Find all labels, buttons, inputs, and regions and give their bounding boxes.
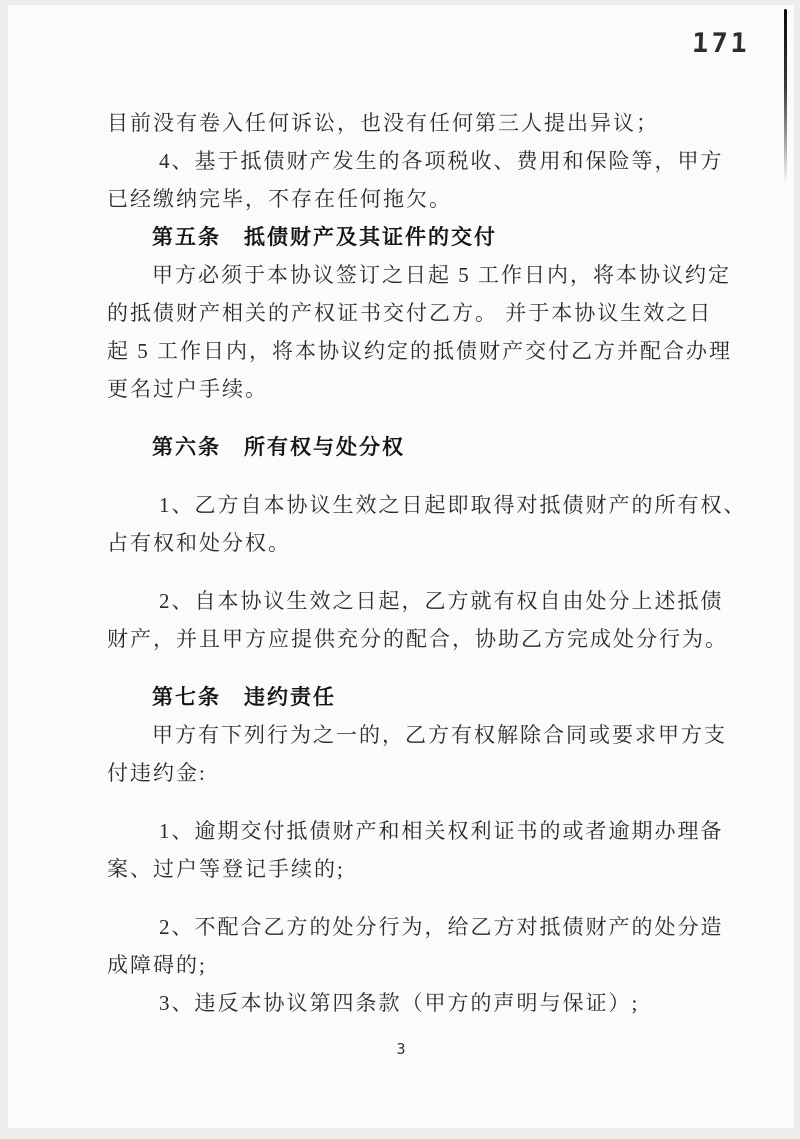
footer-page-number: 3 — [396, 1040, 406, 1058]
document-page — [8, 5, 794, 1128]
text-line: 起 5 工作日内，将本协议约定的抵债财产交付乙方并配合办理 — [107, 339, 732, 363]
article-heading: 第七条 违约责任 — [152, 685, 336, 709]
text-line: 占有权和处分权。 — [107, 531, 291, 555]
text-line: 案、过户等登记手续的; — [107, 857, 345, 881]
text-line: 3、违反本协议第四条款（甲方的声明与保证）; — [159, 991, 640, 1015]
scan-edge-artifact — [784, 9, 787, 184]
text-line: 2、不配合乙方的处分行为，给乙方对抵债财产的处分造 — [159, 915, 724, 939]
article-heading: 第六条 所有权与处分权 — [152, 435, 405, 459]
article-heading: 第五条 抵债财产及其证件的交付 — [152, 225, 497, 249]
text-line: 1、逾期交付抵债财产和相关权利证书的或者逾期办理备 — [159, 819, 724, 843]
text-line: 甲方有下列行为之一的，乙方有权解除合同或要求甲方支 — [152, 723, 727, 747]
text-line: 的抵债财产相关的产权证书交付乙方。 并于本协议生效之日 — [107, 301, 713, 325]
text-line: 付违约金: — [107, 761, 207, 785]
text-line: 目前没有卷入任何诉讼，也没有任何第三人提出异议； — [107, 111, 659, 135]
text-line: 成障碍的; — [107, 953, 207, 977]
text-line: 财产，并且甲方应提供充分的配合，协助乙方完成处分行为。 — [107, 627, 728, 651]
document-text — [107, 104, 767, 1022]
corner-page-number: 171 — [691, 28, 751, 59]
text-line: 已经缴纳完毕，不存在任何拖欠。 — [107, 187, 452, 211]
text-line: 更名过户手续。 — [107, 377, 268, 401]
text-line: 甲方必须于本协议签订之日起 5 工作日内，将本协议约定 — [152, 263, 731, 287]
text-line: 1、乙方自本协议生效之日起即取得对抵债财产的所有权、 — [159, 493, 747, 517]
text-line: 4、基于抵债财产发生的各项税收、费用和保险等，甲方 — [159, 149, 724, 173]
text-line: 2、自本协议生效之日起，乙方就有权自由处分上述抵债 — [159, 589, 724, 613]
